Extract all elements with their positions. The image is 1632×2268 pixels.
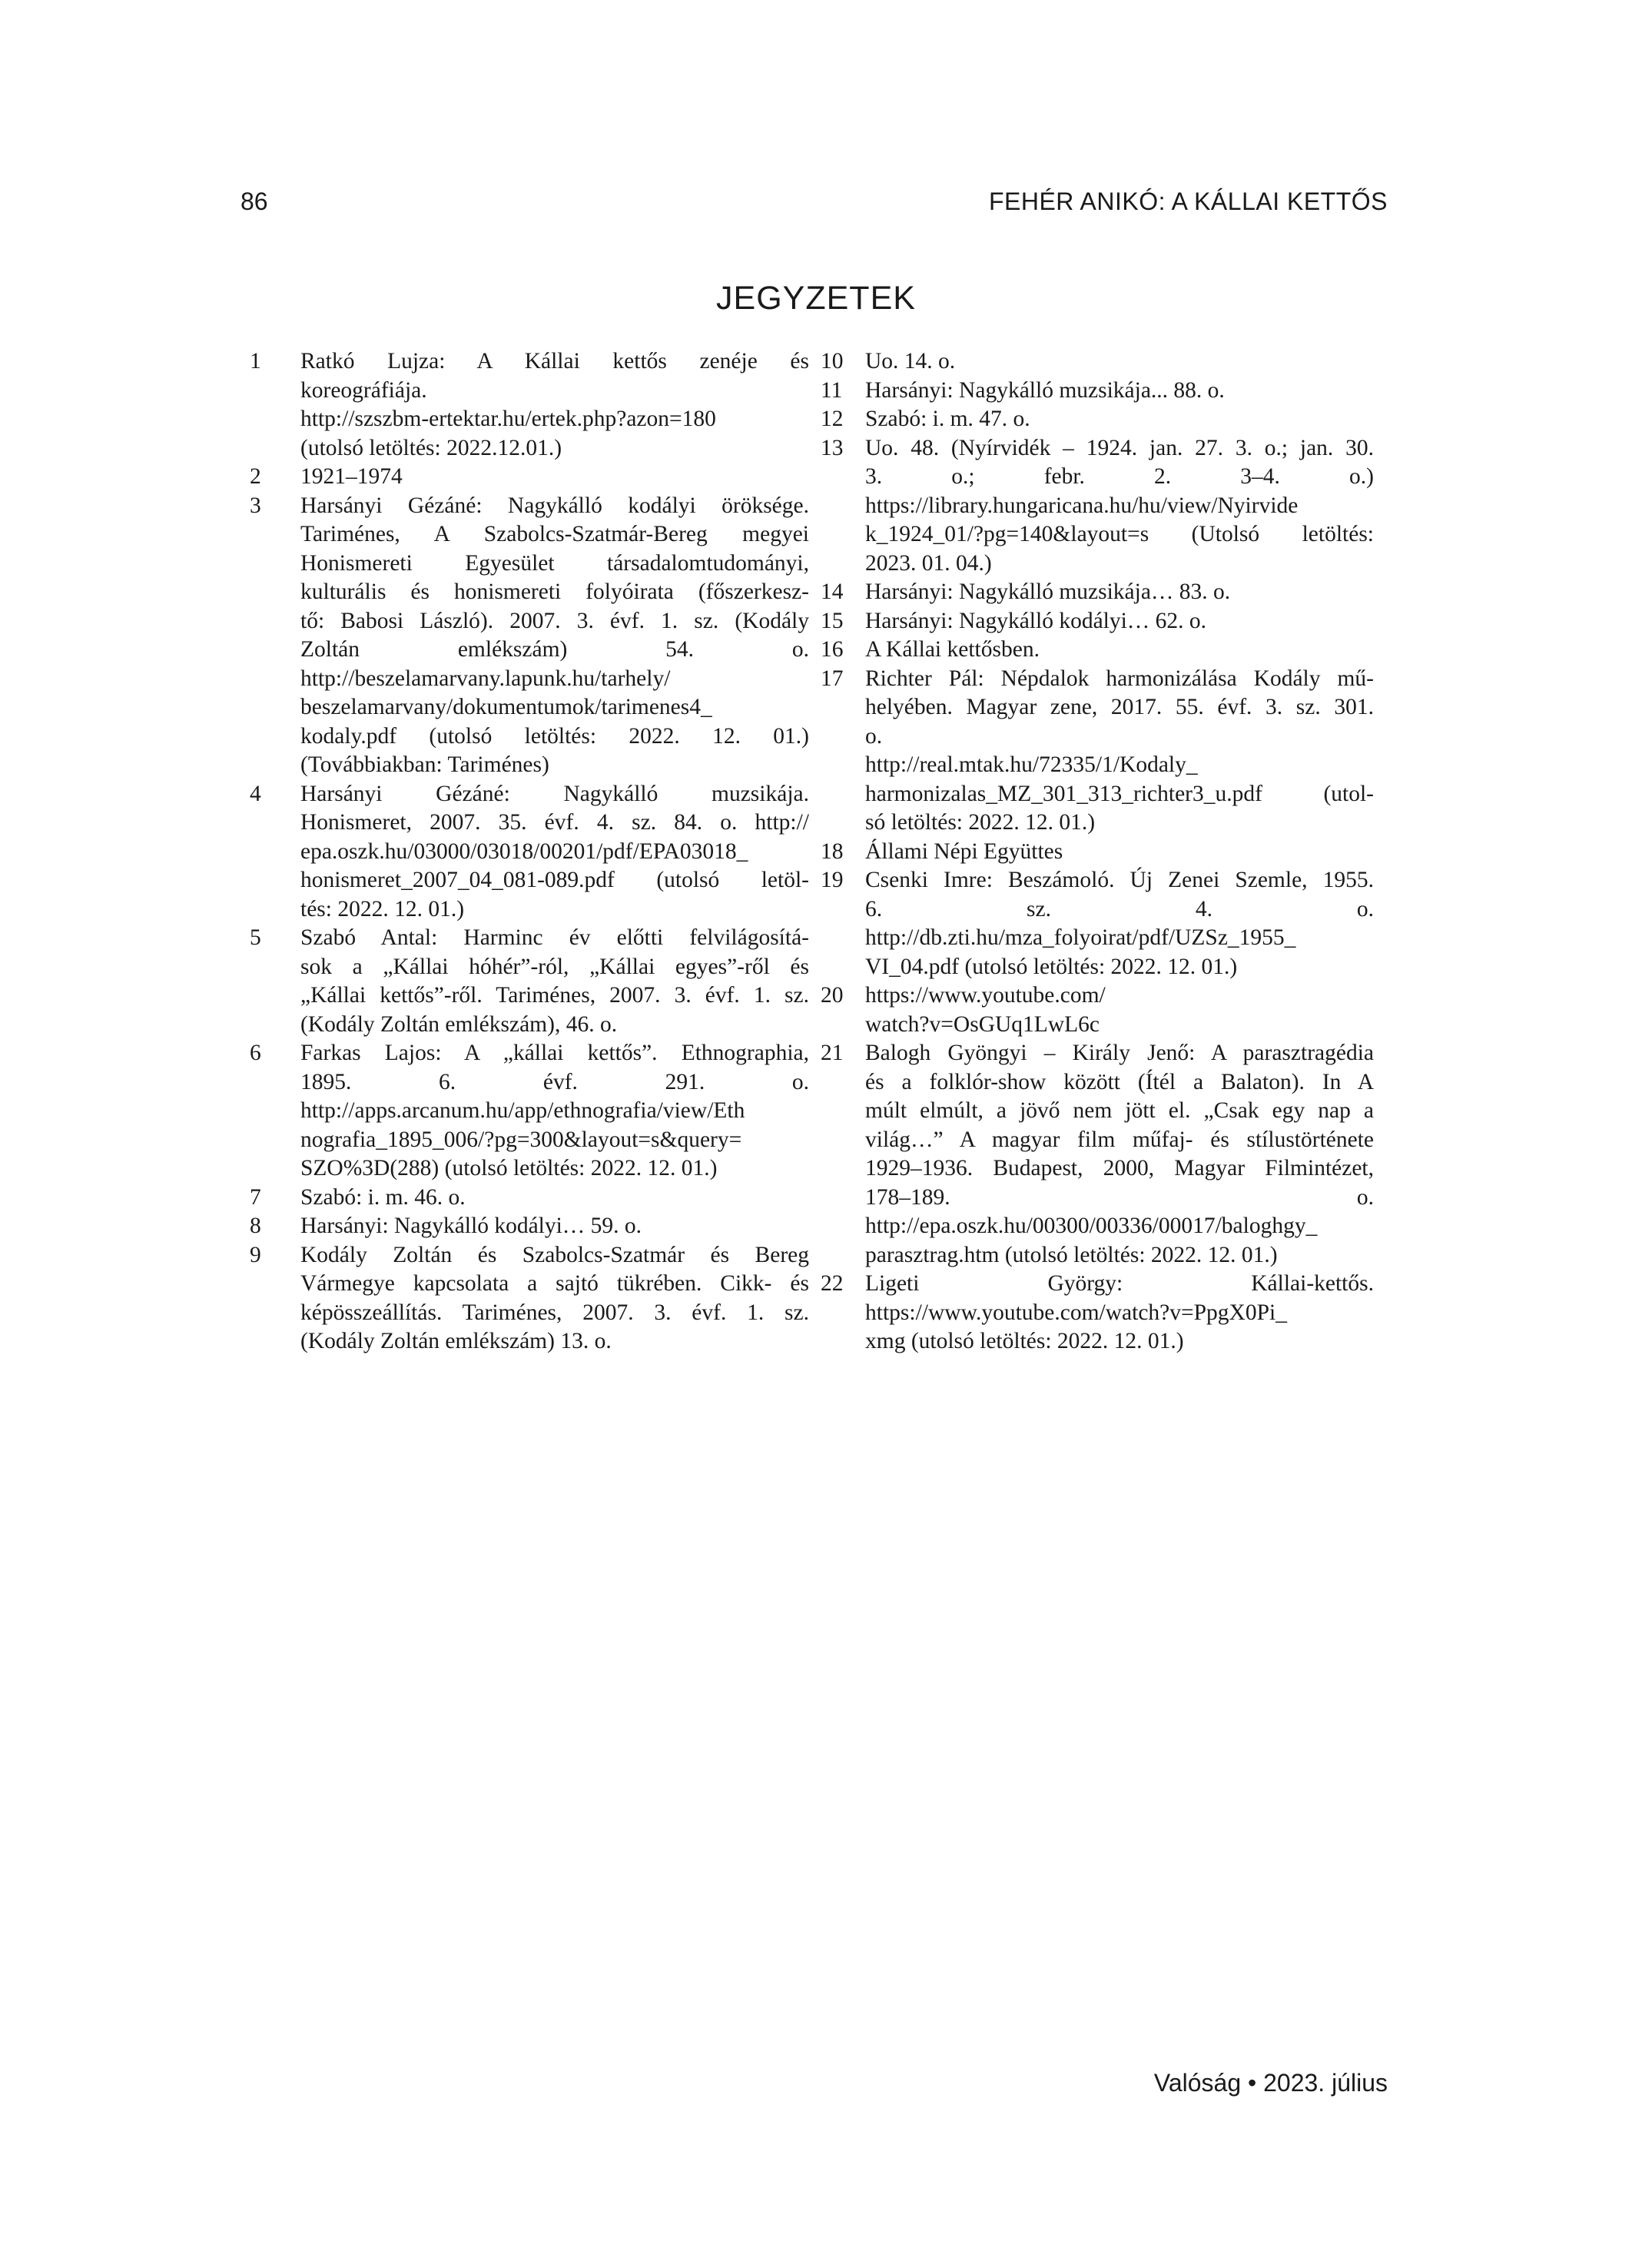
footnote-text [300,347,809,463]
footnote-number: 8 [250,1214,261,1238]
footnote-text [865,665,1374,838]
footnote-number: 15 [821,608,844,633]
footnote-line: Kodály Zoltán és Szabolcs-Szatmár és Bereg [300,1242,809,1267]
footnote-line: világ…” A magyar film műfaj- és stílustörténete [865,1127,1374,1152]
footnote-line: Szabó: i. m. 46. o. [300,1184,466,1210]
footnote-line: Harsányi Gézáné: Nagykálló muzsikája. [300,781,809,806]
footnote-line: Zoltán emlékszám) 54. o. [300,637,809,662]
footer-publication: Valóság • 2023. július [1153,2069,1388,2097]
footnote-text [300,1039,809,1184]
footnote-number: 9 [250,1242,261,1267]
section-title: JEGYZETEK [716,280,916,317]
running-title: FEHÉR ANIKÓ: A KÁLLAI KETTŐS [988,188,1388,215]
footnote-line: https://www.youtube.com/watch?v=PpgX0Pi_ [865,1300,1287,1325]
footnote-number: 21 [821,1041,844,1065]
footnote-line: „Kállai kettős”-ről. Tariménes, 2007. 3. évf. 1. sz. [300,983,809,1008]
footnote-text [865,981,1374,1039]
footnote-number: 2 [250,464,261,489]
footnote-number: 14 [821,579,844,604]
footnote-line: tés: 2022. 12. 01.) [300,896,465,921]
footnote-number: 12 [821,407,844,431]
footnote [250,463,809,492]
footnote-number: 11 [821,377,843,403]
footnote-line: https://www.youtube.com/ [865,983,1106,1008]
footnote-line: képösszeállítás. Tariménes, 2007. 3. évf. 1. sz. [300,1300,809,1325]
footnote-line: Harsányi: Nagykálló kodályi… 62. o. [865,608,1207,633]
footnote-text [865,607,1374,636]
footnote-text [865,434,1374,579]
footnote-text [300,492,809,780]
footnote-line: 1895. 6. évf. 291. o. [300,1069,809,1094]
footnote-line: Uo. 48. (Nyírvidék – 1924. jan. 27. 3. o.; jan. 30. [865,435,1374,460]
footnote-number: 5 [250,925,261,950]
footnote [821,434,1374,579]
footnote-line: Szabó: i. m. 47. o. [865,407,1030,431]
footnote-number: 4 [250,781,261,806]
footnote-line: Ligeti György: Kállai-kettős. [865,1271,1374,1296]
footnote-number: 16 [821,637,844,662]
footnote-text [865,1039,1374,1270]
footnote [821,1039,1374,1270]
footnote-line: nografia_1895_006/?pg=300&layout=s&query= [300,1127,742,1152]
footnote-line: epa.oszk.hu/03000/03018/00201/pdf/EPA03018_ [300,838,748,864]
footnote-text [300,1241,809,1356]
footnote [250,492,809,780]
footnote-line: http://real.mtak.hu/72335/1/Kodaly_ [865,752,1198,777]
footnote-number: 13 [821,435,844,460]
footnote-line: 1921–1974 [300,464,403,489]
footnote-text [300,780,809,925]
footnote-line: Honismeret, 2007. 35. évf. 4. sz. 84. o. http:// [300,810,809,835]
footnote [821,866,1374,981]
footnote-line: tő: Babosi László). 2007. 3. évf. 1. sz. (Kodály [300,608,809,633]
footnote-number: 19 [821,868,844,892]
footnote [821,636,1374,665]
footnote-line: Vármegye kapcsolata a sajtó tükrében. Cikk- és [300,1271,809,1296]
footnote-number: 18 [821,838,844,864]
footnote-number: 20 [821,983,844,1008]
footnote-line: Tariménes, A Szabolcs-Szatmár-Bereg megyei [300,522,809,546]
footnote-line: helyében. Magyar zene, 2017. 55. évf. 3. sz. 301. [865,695,1374,719]
footnote [250,780,809,925]
footnote [821,1270,1374,1356]
footnote-number: 10 [821,349,844,374]
footnote-line: Balogh Gyöngyi – Király Jenő: A parasztragédia [865,1041,1374,1065]
footnote-line: sok a „Kállai hóhér”-ról, „Kállai egyes”-ről és [300,954,809,979]
footnote-line: 1929–1936. Budapest, 2000, Magyar Filmintézet, [865,1156,1374,1180]
footnote-line: Harsányi Gézáné: Nagykálló kodályi öröksége. [300,493,809,518]
footnote-line: watch?v=OsGUq1LwL6c [865,1011,1100,1037]
footnote [250,347,809,463]
footnote-text [865,838,1374,867]
footnote-line: Uo. 14. o. [865,349,956,374]
footnote-line: VI_04.pdf (utolsó letöltés: 2022. 12. 01.) [865,954,1238,979]
footnote [821,578,1374,607]
footnote-line: Csenki Imre: Beszámoló. Új Zenei Szemle, 1955. [865,868,1374,892]
footnote-line: Szabó Antal: Harminc év előtti felvilágosítá- [300,925,809,950]
footnote [821,607,1374,636]
footnote-line: 6. sz. 4. o. [865,896,1374,921]
footnote-line: Harsányi: Nagykálló muzsikája… 83. o. [865,579,1231,604]
footnote-line: http://epa.oszk.hu/00300/00336/00017/baloghgy_ [865,1214,1318,1238]
footnote [250,1039,809,1184]
footnote [250,1241,809,1356]
footnote-line: parasztrag.htm (utolsó letöltés: 2022. 12. 01.) [865,1242,1278,1267]
footnote-line: és a folklór-show között (Ítél a Balaton). In A [865,1069,1374,1094]
footnote [821,377,1374,406]
footnote [250,1184,809,1213]
footnote-line: harmonizalas_MZ_301_313_richter3_u.pdf (utol- [865,781,1374,806]
footnote-line: só letöltés: 2022. 12. 01.) [865,810,1096,835]
footnote-text [300,463,809,492]
footnote-line: (Kodály Zoltán emlékszám), 46. o. [300,1011,618,1037]
footnote-text [865,636,1374,665]
footnote-line: A Kállai kettősben. [865,637,1040,662]
footnote-line: SZO%3D(288) (utolsó letöltés: 2022. 12. 01.) [300,1156,718,1180]
footnote-line: http://db.zti.hu/mza_folyoirat/pdf/UZSz_1955_ [865,925,1296,950]
footnote-line: honismeret_2007_04_081-089.pdf (utolsó letöl- [300,868,809,892]
footnote-text [300,1212,809,1241]
footnote-line: k_1924_01/?pg=140&layout=s (Utolsó letöltés: [865,522,1374,546]
notes-right-column [821,347,1374,1356]
footnote-line: http://szszbm-ertektar.hu/ertek.php?azon=180 [300,407,716,431]
footnote-line: 3. o.; febr. 2. 3–4. o.) [865,464,1374,489]
footnote-number: 6 [250,1041,261,1065]
footnote-line: kulturális és honismereti folyóirata (főszerkesz- [300,579,809,604]
footnote-line: Farkas Lajos: A „kállai kettős”. Ethnographia, [300,1041,809,1065]
footnote-line: http://beszelamarvany.lapunk.hu/tarhely/ [300,666,671,691]
footnote-text [865,377,1374,406]
footnote-line: beszelamarvany/dokumentumok/tarimenes4_ [300,695,712,719]
footnote-text [865,1270,1374,1356]
footnote-line: Harsányi: Nagykálló kodályi… 59. o. [300,1214,642,1238]
footnote-line: o. [865,723,883,749]
footnote-number: 1 [250,349,261,374]
footnote [250,924,809,1039]
footnote-text [865,347,1374,377]
footnote-text [865,405,1374,434]
footnote-line: 2023. 01. 04.) [865,550,992,576]
footnote-text [865,866,1374,981]
footnote [821,405,1374,434]
footnote-number: 7 [250,1184,261,1210]
footnote [821,981,1374,1039]
footnote-line: (utolsó letöltés: 2022.12.01.) [300,435,562,460]
footnote [821,347,1374,377]
notes-left-column [250,347,809,1356]
footnote [250,1212,809,1241]
footnote-line: Honismereti Egyesület társadalomtudományi, [300,550,809,576]
footnote-line: https://library.hungaricana.hu/hu/view/Nyirvide [865,493,1299,518]
footnote-line: Harsányi: Nagykálló muzsikája... 88. o. [865,377,1225,403]
footnote-text [300,1184,809,1213]
footnote-number: 17 [821,666,844,691]
footnote-line: koreográfiája. [300,377,427,403]
footnote-line: http://apps.arcanum.hu/app/ethnografia/view/Eth [300,1098,745,1123]
page-number: 86 [240,188,268,215]
footnote-number: 3 [250,493,261,518]
footnote-line: múlt elmúlt, a jövő nem jött el. „Csak egy nap a [865,1098,1374,1123]
footnote-text [865,578,1374,607]
footnote [821,838,1374,867]
footnote-line: xmg (utolsó letöltés: 2022. 12. 01.) [865,1329,1184,1353]
footnote [821,665,1374,838]
footnote-line: 178–189. o. [865,1184,1374,1210]
footnote-text [300,924,809,1039]
footnote-line: Richter Pál: Népdalok harmonizálása Kodály mű- [865,666,1374,691]
footnote-line: Állami Népi Együttes [865,838,1063,864]
footnote-line: (Továbbiakban: Tariménes) [300,752,549,777]
footnote-number: 22 [821,1271,844,1296]
footnote-line: (Kodály Zoltán emlékszám) 13. o. [300,1329,612,1353]
footnote-line: kodaly.pdf (utolsó letöltés: 2022. 12. 01.) [300,723,809,749]
footnote-line: Ratkó Lujza: A Kállai kettős zenéje és [300,349,809,374]
